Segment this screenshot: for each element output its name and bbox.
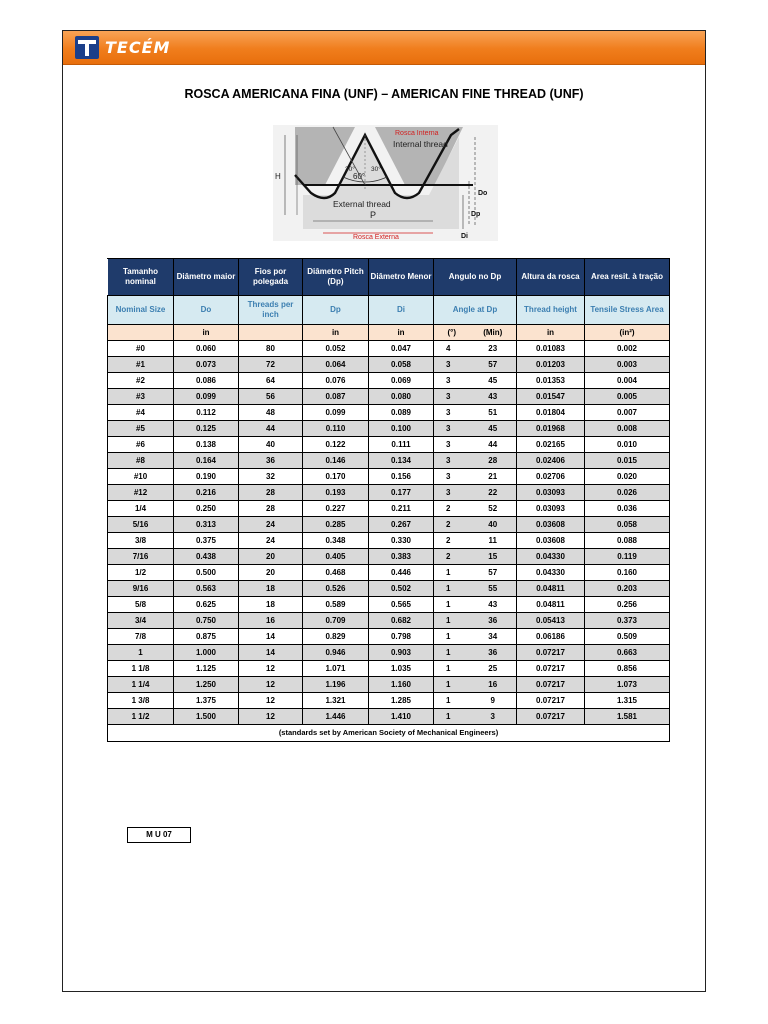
table-row xyxy=(108,613,670,629)
table-cell: 1.125 xyxy=(174,661,239,677)
table-cell: 40 xyxy=(470,517,517,533)
table-cell: 1 1/8 xyxy=(108,661,174,677)
table-cell: #5 xyxy=(108,421,174,437)
table-cell: 0.004 xyxy=(585,373,670,389)
table-cell: 0.122 xyxy=(303,437,369,453)
table-cell: #12 xyxy=(108,485,174,501)
col-header: Thread height xyxy=(517,296,585,325)
table-row xyxy=(108,581,670,597)
table-cell: 2 xyxy=(434,501,470,517)
table-cell: 0.663 xyxy=(585,645,670,661)
table-cell: 20 xyxy=(239,565,303,581)
table-cell: 0.01547 xyxy=(517,389,585,405)
footnote-row xyxy=(108,725,670,742)
table-cell: 0.080 xyxy=(369,389,434,405)
label-Di: Di xyxy=(461,233,468,240)
table-cell: 0.468 xyxy=(303,565,369,581)
label-rosca-interna: Rosca Interna xyxy=(395,130,439,137)
table-cell: 0.073 xyxy=(174,357,239,373)
table-cell: 43 xyxy=(470,389,517,405)
table-cell: 0.750 xyxy=(174,613,239,629)
table-cell: 0.565 xyxy=(369,597,434,613)
table-cell: 0.052 xyxy=(303,341,369,357)
label-Dp: Dp xyxy=(471,211,481,218)
table-cell: 15 xyxy=(470,549,517,565)
table-cell: 32 xyxy=(239,469,303,485)
table-cell: 1.315 xyxy=(585,693,670,709)
table-cell: 0.069 xyxy=(369,373,434,389)
table-cell: 1/4 xyxy=(108,501,174,517)
table-cell: 1.071 xyxy=(303,661,369,677)
table-cell: 1.410 xyxy=(369,709,434,725)
table-cell: 0.03093 xyxy=(517,485,585,501)
table-cell: 1 xyxy=(434,661,470,677)
table-cell: 24 xyxy=(239,517,303,533)
table-cell: 0.003 xyxy=(585,357,670,373)
table-cell: 0.164 xyxy=(174,453,239,469)
table-cell: 3/4 xyxy=(108,613,174,629)
table-cell: 0.709 xyxy=(303,613,369,629)
table-cell: 0.01083 xyxy=(517,341,585,357)
table-cell: 45 xyxy=(470,373,517,389)
table-cell: 0.007 xyxy=(585,405,670,421)
table-cell: 0.682 xyxy=(369,613,434,629)
table-cell: 0.07217 xyxy=(517,709,585,725)
table-cell: 0.01804 xyxy=(517,405,585,421)
table-cell: 1 3/8 xyxy=(108,693,174,709)
table-cell: 3 xyxy=(434,405,470,421)
col-header: Diâmetro Pitch (Dp) xyxy=(303,259,369,296)
table-cell: 0.100 xyxy=(369,421,434,437)
table-cell: 3 xyxy=(434,437,470,453)
table-cell: 0.211 xyxy=(369,501,434,517)
table-cell: 9 xyxy=(470,693,517,709)
label-60-angle: 60° xyxy=(353,172,366,181)
label-H: H xyxy=(275,172,281,181)
label-30-left: 30° xyxy=(345,166,355,173)
table-cell: 0.383 xyxy=(369,549,434,565)
table-cell: 36 xyxy=(239,453,303,469)
table-cell: 0.526 xyxy=(303,581,369,597)
label-P: P xyxy=(370,210,377,220)
table-cell: 0.01353 xyxy=(517,373,585,389)
table-cell: 0.04811 xyxy=(517,581,585,597)
page-title: ROSCA AMERICANA FINA (UNF) – AMERICAN FINE THREAD (UNF) xyxy=(184,87,584,101)
table-cell: 1.500 xyxy=(174,709,239,725)
unit-cell: (°) xyxy=(434,325,470,341)
table-cell: 0.250 xyxy=(174,501,239,517)
col-header: Threads per inch xyxy=(239,296,303,325)
table-cell: 3 xyxy=(434,373,470,389)
table-cell: 3/8 xyxy=(108,533,174,549)
table-cell: 7/8 xyxy=(108,629,174,645)
table-cell: 0.020 xyxy=(585,469,670,485)
table-cell: #8 xyxy=(108,453,174,469)
table-cell: 1.581 xyxy=(585,709,670,725)
table-cell: 0.875 xyxy=(174,629,239,645)
table-cell: 52 xyxy=(470,501,517,517)
unit-cell xyxy=(108,325,174,341)
table-cell: 0.03093 xyxy=(517,501,585,517)
table-cell: 0.026 xyxy=(585,485,670,501)
table-cell: 0.089 xyxy=(369,405,434,421)
table-row xyxy=(108,453,670,469)
table-cell: 23 xyxy=(470,341,517,357)
table-row xyxy=(108,709,670,725)
table-cell: 24 xyxy=(239,533,303,549)
table-cell: 0.330 xyxy=(369,533,434,549)
col-header: Angulo no Dp xyxy=(434,259,517,296)
table-cell: 0.146 xyxy=(303,453,369,469)
table-cell: 1 xyxy=(434,709,470,725)
table-cell: 64 xyxy=(239,373,303,389)
table-cell: 0.036 xyxy=(585,501,670,517)
header-bar xyxy=(63,31,705,65)
table-cell: 0.07217 xyxy=(517,677,585,693)
table-cell: 0.285 xyxy=(303,517,369,533)
table-cell: 0.112 xyxy=(174,405,239,421)
table-cell: 2 xyxy=(434,549,470,565)
table-cell: 0.138 xyxy=(174,437,239,453)
table-cell: 0.119 xyxy=(585,549,670,565)
table-cell: 18 xyxy=(239,581,303,597)
table-cell: 21 xyxy=(470,469,517,485)
table-cell: 0.002 xyxy=(585,341,670,357)
table-cell: 44 xyxy=(239,421,303,437)
col-header: Nominal Size xyxy=(108,296,174,325)
table-cell: 0.256 xyxy=(585,597,670,613)
table-row xyxy=(108,645,670,661)
col-header: Altura da rosca xyxy=(517,259,585,296)
table-row xyxy=(108,661,670,677)
table-cell: 40 xyxy=(239,437,303,453)
table-cell: 0.064 xyxy=(303,357,369,373)
table-cell: 22 xyxy=(470,485,517,501)
table-cell: 1.446 xyxy=(303,709,369,725)
table-cell: 16 xyxy=(470,677,517,693)
table-row xyxy=(108,469,670,485)
table-cell: 18 xyxy=(239,597,303,613)
table-row xyxy=(108,357,670,373)
table-cell: #3 xyxy=(108,389,174,405)
table-cell: 0.010 xyxy=(585,437,670,453)
table-cell: 0.125 xyxy=(174,421,239,437)
table-cell: 1 xyxy=(434,645,470,661)
table-cell: 1.160 xyxy=(369,677,434,693)
table-cell: 51 xyxy=(470,405,517,421)
col-header: Do xyxy=(174,296,239,325)
table-cell: 0.216 xyxy=(174,485,239,501)
table-cell: 12 xyxy=(239,693,303,709)
table-cell: 1 xyxy=(434,581,470,597)
table-cell: #2 xyxy=(108,373,174,389)
table-cell: 0.07217 xyxy=(517,645,585,661)
table-cell: 57 xyxy=(470,357,517,373)
table-cell: 36 xyxy=(470,645,517,661)
table-cell: 1.285 xyxy=(369,693,434,709)
thread-profile-diagram xyxy=(273,125,498,241)
table-cell: 45 xyxy=(470,421,517,437)
table-cell: 0.047 xyxy=(369,341,434,357)
label-external-thread: External thread xyxy=(333,199,391,209)
table-cell: 3 xyxy=(434,453,470,469)
table-cell: #0 xyxy=(108,341,174,357)
table-cell: 0.086 xyxy=(174,373,239,389)
table-cell: 0.160 xyxy=(585,565,670,581)
table-cell: 0.227 xyxy=(303,501,369,517)
table-cell: 3 xyxy=(434,357,470,373)
table-cell: 9/16 xyxy=(108,581,174,597)
tecem-logo-icon xyxy=(75,36,99,59)
table-row xyxy=(108,677,670,693)
table-cell: 1/2 xyxy=(108,565,174,581)
table-cell: 0.03608 xyxy=(517,517,585,533)
table-cell: 0.313 xyxy=(174,517,239,533)
table-cell: 20 xyxy=(239,549,303,565)
table-cell: 1.321 xyxy=(303,693,369,709)
table-cell: 25 xyxy=(470,661,517,677)
unit-cell: (Min) xyxy=(470,325,517,341)
units-row xyxy=(108,325,670,341)
table-cell: 1 xyxy=(434,597,470,613)
table-row xyxy=(108,629,670,645)
brand-name: TECÉM xyxy=(105,38,171,57)
table-cell: 0.348 xyxy=(303,533,369,549)
table-cell: 0.04330 xyxy=(517,549,585,565)
label-internal-thread: Internal thread xyxy=(393,139,448,149)
table-cell: 0.05413 xyxy=(517,613,585,629)
table-cell: 57 xyxy=(470,565,517,581)
table-cell: 0.03608 xyxy=(517,533,585,549)
table-cell: 0.509 xyxy=(585,629,670,645)
table-cell: 4 xyxy=(434,341,470,357)
table-cell: 0.01203 xyxy=(517,357,585,373)
table-cell: 0.06186 xyxy=(517,629,585,645)
unit-cell: in xyxy=(517,325,585,341)
table-cell: 43 xyxy=(470,597,517,613)
table-cell: 11 xyxy=(470,533,517,549)
table-cell: 0.375 xyxy=(174,533,239,549)
table-cell: 5/8 xyxy=(108,597,174,613)
col-header: Dp xyxy=(303,296,369,325)
table-row xyxy=(108,341,670,357)
table-cell: 1 1/2 xyxy=(108,709,174,725)
col-header: Fios por polegada xyxy=(239,259,303,296)
table-cell: 0.446 xyxy=(369,565,434,581)
table-cell: 16 xyxy=(239,613,303,629)
unit-cell xyxy=(239,325,303,341)
table-cell: 0.008 xyxy=(585,421,670,437)
table-row xyxy=(108,389,670,405)
table-cell: 0.170 xyxy=(303,469,369,485)
table-cell: 0.005 xyxy=(585,389,670,405)
table-cell: #10 xyxy=(108,469,174,485)
table-row xyxy=(108,485,670,501)
table-cell: 0.903 xyxy=(369,645,434,661)
table-cell: 0.076 xyxy=(303,373,369,389)
unit-cell: (in²) xyxy=(585,325,670,341)
header-row-en xyxy=(108,296,670,325)
table-cell: 36 xyxy=(470,613,517,629)
col-header: Diâmetro maior xyxy=(174,259,239,296)
table-cell: 1.250 xyxy=(174,677,239,693)
table-cell: 1 xyxy=(434,693,470,709)
table-cell: 0.438 xyxy=(174,549,239,565)
table-cell: 1.375 xyxy=(174,693,239,709)
table-row xyxy=(108,517,670,533)
table-cell: 0.946 xyxy=(303,645,369,661)
table-cell: 0.405 xyxy=(303,549,369,565)
table-row xyxy=(108,533,670,549)
table-cell: 0.111 xyxy=(369,437,434,453)
table-cell: 0.267 xyxy=(369,517,434,533)
table-cell: 0.099 xyxy=(174,389,239,405)
table-cell: 0.563 xyxy=(174,581,239,597)
table-cell: #6 xyxy=(108,437,174,453)
unit-cell: in xyxy=(174,325,239,341)
table-cell: 1 xyxy=(434,565,470,581)
table-cell: 3 xyxy=(434,485,470,501)
table-cell: 1.196 xyxy=(303,677,369,693)
table-cell: 28 xyxy=(239,501,303,517)
table-cell: 0.087 xyxy=(303,389,369,405)
table-cell: 5/16 xyxy=(108,517,174,533)
table-row xyxy=(108,437,670,453)
table-cell: 0.798 xyxy=(369,629,434,645)
table-cell: #1 xyxy=(108,357,174,373)
table-cell: 0.134 xyxy=(369,453,434,469)
table-cell: 0.110 xyxy=(303,421,369,437)
table-cell: 0.02706 xyxy=(517,469,585,485)
table-cell: 0.088 xyxy=(585,533,670,549)
table-cell: 55 xyxy=(470,581,517,597)
col-header: Di xyxy=(369,296,434,325)
document-code: M U 07 xyxy=(127,827,191,843)
table-cell: 28 xyxy=(470,453,517,469)
table-cell: 12 xyxy=(239,677,303,693)
table-cell: 1.035 xyxy=(369,661,434,677)
table-cell: 1 xyxy=(434,629,470,645)
table-row xyxy=(108,565,670,581)
table-cell: 3 xyxy=(470,709,517,725)
table-cell: 0.829 xyxy=(303,629,369,645)
table-cell: 1 xyxy=(434,613,470,629)
table-row xyxy=(108,549,670,565)
table-row xyxy=(108,405,670,421)
table-cell: 0.625 xyxy=(174,597,239,613)
table-cell: 0.500 xyxy=(174,565,239,581)
table-row xyxy=(108,373,670,389)
table-cell: 1.000 xyxy=(174,645,239,661)
unit-cell: in xyxy=(369,325,434,341)
table-cell: 0.060 xyxy=(174,341,239,357)
header-row-pt xyxy=(108,259,670,296)
table-cell: 0.07217 xyxy=(517,661,585,677)
table-cell: 0.502 xyxy=(369,581,434,597)
footnote: (standards set by American Society of Mechanical Engineers) xyxy=(108,725,670,742)
table-cell: 0.099 xyxy=(303,405,369,421)
table-cell: 2 xyxy=(434,533,470,549)
table-cell: 7/16 xyxy=(108,549,174,565)
table-cell: 0.203 xyxy=(585,581,670,597)
table-cell: 3 xyxy=(434,469,470,485)
table-cell: 44 xyxy=(470,437,517,453)
table-cell: 3 xyxy=(434,421,470,437)
col-header: Angle at Dp xyxy=(434,296,517,325)
table-cell: 0.015 xyxy=(585,453,670,469)
table-cell: 28 xyxy=(239,485,303,501)
col-header: Tensile Stress Area xyxy=(585,296,670,325)
table-row xyxy=(108,421,670,437)
table-cell: 2 xyxy=(434,517,470,533)
table-cell: 1 1/4 xyxy=(108,677,174,693)
table-cell: 0.190 xyxy=(174,469,239,485)
table-cell: 0.058 xyxy=(369,357,434,373)
label-rosca-externa: Rosca Externa xyxy=(353,234,399,241)
table-row xyxy=(108,597,670,613)
table-cell: 48 xyxy=(239,405,303,421)
unit-cell: in xyxy=(303,325,369,341)
table-cell: #4 xyxy=(108,405,174,421)
table-row xyxy=(108,501,670,517)
table-cell: 34 xyxy=(470,629,517,645)
table-cell: 1 xyxy=(108,645,174,661)
table-cell: 12 xyxy=(239,661,303,677)
table-cell: 56 xyxy=(239,389,303,405)
table-cell: 0.04811 xyxy=(517,597,585,613)
table-cell: 0.177 xyxy=(369,485,434,501)
table-cell: 0.156 xyxy=(369,469,434,485)
table-cell: 0.058 xyxy=(585,517,670,533)
table-cell: 12 xyxy=(239,709,303,725)
table-cell: 14 xyxy=(239,645,303,661)
col-header: Diâmetro Menor xyxy=(369,259,434,296)
document-page xyxy=(62,30,706,992)
table-cell: 0.589 xyxy=(303,597,369,613)
table-cell: 0.02165 xyxy=(517,437,585,453)
label-30-right: 30° xyxy=(371,166,381,173)
table-row xyxy=(108,693,670,709)
table-cell: 0.373 xyxy=(585,613,670,629)
table-cell: 0.04330 xyxy=(517,565,585,581)
col-header: Tamanho nominal xyxy=(108,259,174,296)
table-cell: 0.07217 xyxy=(517,693,585,709)
table-cell: 0.193 xyxy=(303,485,369,501)
table-cell: 0.02406 xyxy=(517,453,585,469)
table-cell: 80 xyxy=(239,341,303,357)
table-cell: 1 xyxy=(434,677,470,693)
table-cell: 1.073 xyxy=(585,677,670,693)
table-cell: 14 xyxy=(239,629,303,645)
table-cell: 0.856 xyxy=(585,661,670,677)
col-header: Area resit. à tração xyxy=(585,259,670,296)
table-cell: 72 xyxy=(239,357,303,373)
unf-thread-table xyxy=(107,258,670,742)
label-Do: Do xyxy=(478,190,488,197)
table-cell: 0.01968 xyxy=(517,421,585,437)
table-cell: 3 xyxy=(434,389,470,405)
